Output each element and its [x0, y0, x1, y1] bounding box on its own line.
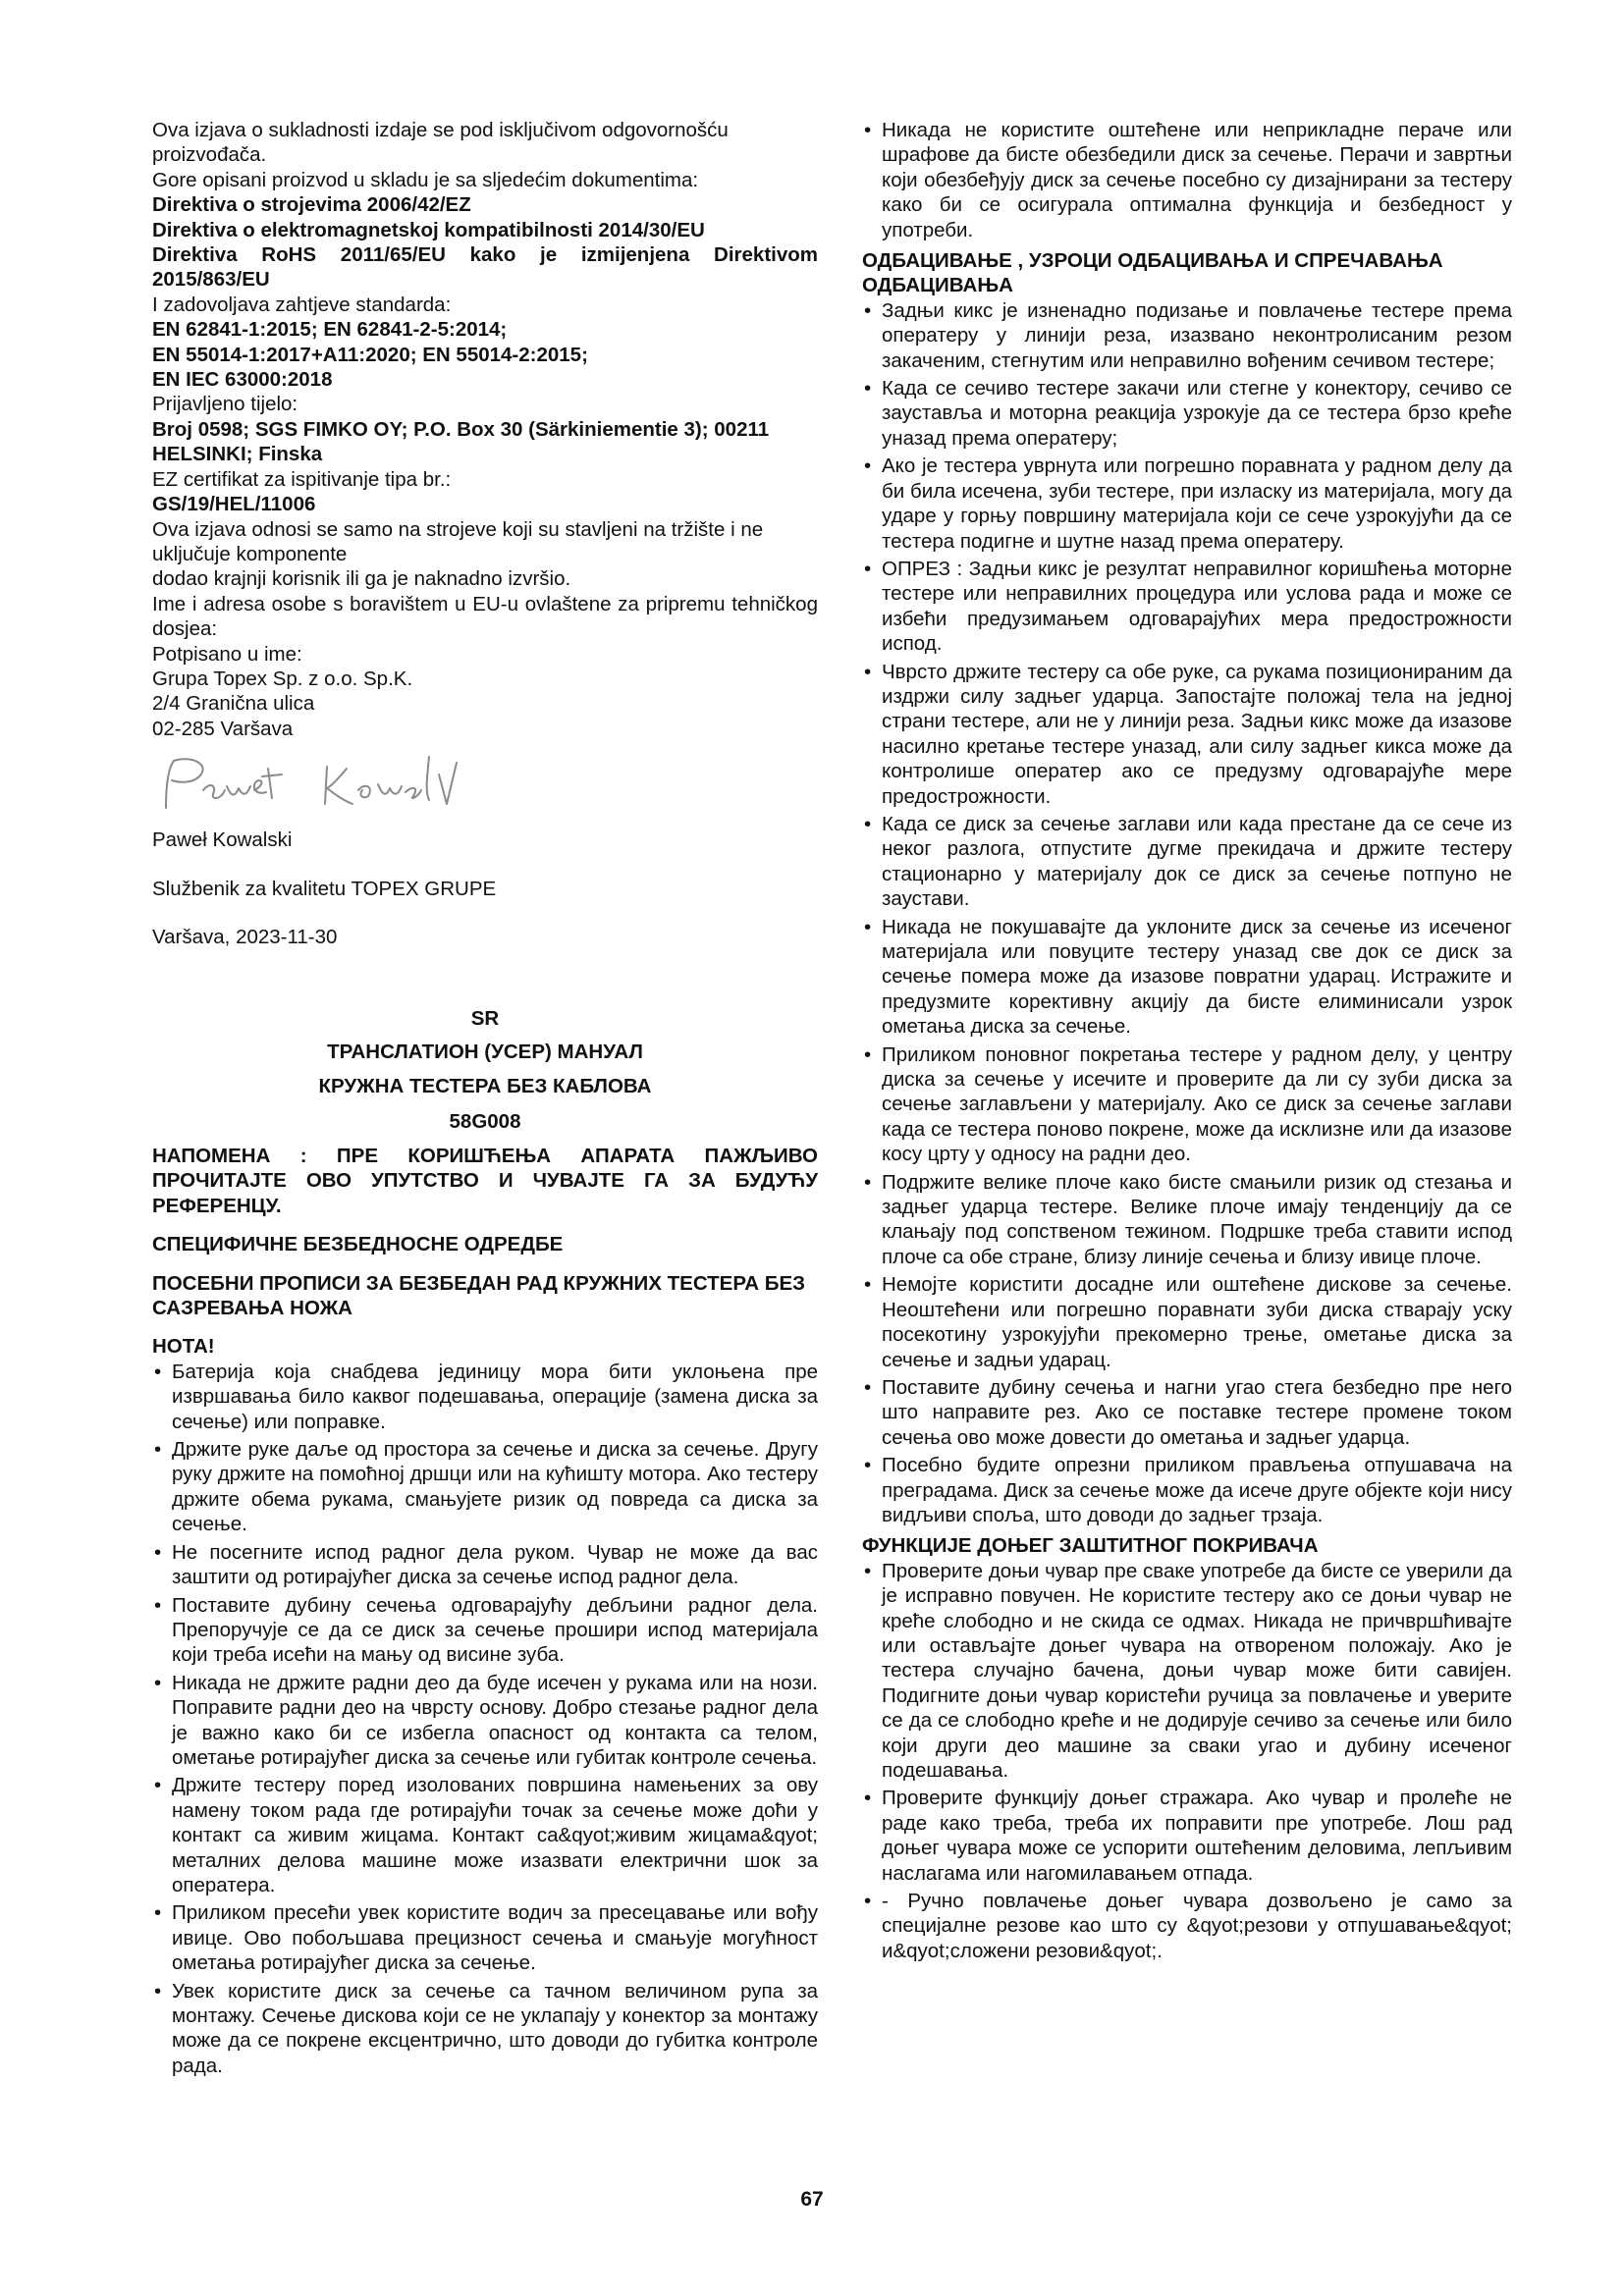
list-item: • Никада не користите оштећене или неприкладне пераче или шрафове да бисте обезбедили диск за сечење. Перачи и завртњи који обезбеђују диск за сечење посебно су дизајнирани за тестеру како би се осигурала оптимална функција и безбедност у употреби. [862, 118, 1512, 242]
list-item: • Поставите дубину сечења одговарајућу дебљини радног дела. Препоручује се да се диск за сечење прошири испод материјала који треба исећи на мању од висине зуба. [152, 1593, 818, 1668]
list-item: • Када се диск за сечење заглави или када престане да се сече из неког разлога, отпустите дугме прекидача и држите тестеру стационарно у материјалу док се диск за сечење потпуно не заустави. [862, 812, 1512, 912]
safety-list-left [152, 1360, 818, 2078]
left-column [152, 118, 818, 2081]
manual-title: ТРАНСЛАТИОН (УСЕР) МАНУАЛ [327, 1040, 643, 1063]
notified-body: Broj 0598; SGS FIMKO OY; P.O. Box 30 (Särkiniementie 3); 00211 HELSINKI; Finska [152, 417, 770, 466]
heading-special-rules: ПОСЕБНИ ПРОПИСИ ЗА БЕЗБЕДАН РАД КРУЖНИХ ТЕСТЕРА БЕЗ САЗРЕВАЊА НОЖА [152, 1271, 805, 1320]
list-item: • Када се сечиво тестере закачи или стегне у конектору, сечиво се зауставља и моторна реакција узрокује да се тестера брзо креће уназад према оператеру; [862, 376, 1512, 451]
declaration-line: Gore opisani proizvod u skladu je sa sljedećim dokumentima: [152, 168, 699, 191]
list-item: • Батерија која снабдева јединицу мора бити уклоњена пре извршавања било каквог подешавања, операције (замена диска за сечење) или поправке. [152, 1360, 818, 1434]
directive: Direktiva RoHS 2011/65/EU kako je izmijenjena Direktivom 2015/863/EU [152, 243, 818, 292]
cert-label: EZ certifikat za ispitivanje tipa br.: [152, 467, 452, 491]
standard: EN 55014-1:2017+A11:2020; EN 55014-2:2015; [152, 343, 588, 366]
standard: EN 62841-1:2015; EN 62841-2-5:2014; [152, 318, 508, 342]
list-item: • Никада не покушавајте да уклоните диск за сечење из исеченог материјала или повуците тестеру уназад све док се диск за сечење помера може да изазове повратни ударац. Истражите и предузмите корективну акцију да бисте елиминисали узрок ометања диска за сечење. [862, 915, 1512, 1040]
place-date: Varšava, 2023-11-30 [152, 925, 338, 948]
standards-intro: I zadovoljava zahtjeve standarda: [152, 293, 452, 316]
right-column [862, 118, 1512, 1966]
list-item: • Проверите доњи чувар пре сваке употребе да бисте се уверили да је исправно повучен. Не користите тестеру ако се доњи чувар не креће слободно и не скида се одмах. Никада не причвршћивајте или остављајте доњег чувара на отвореном положају. Ако је тестера случајно бачена, доњи чувар може бити савијен. Подигните доњи чувар користећи ручица за повлачење и уверите се да се слободно креће и не додирује сечиво за сечење или било који други део машине за сваки угао и дубину исеченог подешавања. [862, 1559, 1512, 1784]
page-number: 67 [800, 2188, 824, 2211]
lower-guard-list [862, 1559, 1512, 1964]
declaration-line: Ova izjava o sukladnosti izdaje se pod isključivom odgovornošću proizvođača. [152, 119, 729, 167]
list-item: • Немојте користити досадне или оштећене дискове за сечење. Неоштећени или погрешно поравнати зуби диска стварају уску посекотину узрокујући прекомерно трење, ометање диска за сечење и задњи ударац. [862, 1272, 1512, 1372]
list-item: • Подржите велике плоче како бисте смањили ризик од стезања и задњег ударца тестере. Велике плоче имају тенденцију да се клањају под сопственом тежином. Подршке треба ставити испод плоче са обе стране, близу линије сечења и близу ивице плоче. [862, 1170, 1512, 1270]
list-item: • Никада не држите радни део да буде исечен у рукама или на нози. Поправите радни део на чврсту основу. Добро стезање радног дела је важно како би се избегла опасност од контакта са телом, ометање ротирајућег диска за сечење или губитак контроле сечења. [152, 1671, 818, 1771]
person-text: Ime i adresa osobe s boravištem u EU-u ovlaštene za pripremu tehničkog dosjea: [152, 592, 818, 641]
heading-lower-guard: ФУНКЦИЈЕ ДОЊЕГ ЗАШТИТНОГ ПОКРИВАЧА [862, 1534, 1319, 1558]
signed-label: Potpisano u ime: [152, 642, 302, 666]
directive: Direktiva o elektromagnetskoj kompatibilnosti 2014/30/EU [152, 218, 705, 241]
directive: Direktiva o strojevima 2006/42/EZ [152, 193, 471, 217]
list-item: • Ако је тестера уврнута или погрешно поравната у радном делу да би била исечена, зуби тестере, при изласку из материјала, могу да ударе у горњу површину материјала који се сече узрокујући да се тестера подигне и шутне назад према оператеру. [862, 454, 1512, 554]
standard: EN IEC 63000:2018 [152, 368, 333, 392]
notice: НАПОМЕНА : ПРЕ КОРИШЋЕЊА АПАРАТА ПАЖЉИВО ПРОЧИТАЈТЕ ОВО УПУТСТВО И ЧУВАЈТЕ ГА ЗА БУДУЋУ РЕФЕРЕНЦУ. [152, 1145, 818, 1217]
list-item: • Не посегните испод радног дела руком. Чувар не може да вас заштити од ротирајућег диска за сечење испод радног дела. [152, 1540, 818, 1590]
model-number: 58G008 [449, 1109, 521, 1133]
scope-text: Ova izjava odnosi se samo na strojeve koji su stavljeni na tržište i ne uključuje komponente [152, 517, 764, 565]
list-item: • Увек користите диск за сечење са тачном величином рупа за монтажу. Сечење дискова који се не уклапају у конектор за монтажу може да се покрене ексцентрично, што доводи до губитка контроле рада. [152, 1979, 818, 2079]
nota-label: НОТА! [152, 1335, 215, 1359]
list-item: • Посебно будите опрезни приликом прављења отпушавача на преградама. Диск за сечење може да исече друге објекте који нису видљиви споља, што доводи до задњег трзаја. [862, 1453, 1512, 1527]
scope-text: dodao krajnji korisnik ili ga je naknadno izvršio. [152, 567, 571, 591]
list-item: • Чврсто држите тестеру са обе руке, са рукама позиционираним да издржи силу задњег ударца. Запостајте положај тела на једној страни тестере, али не у линији реза. Задњи кикс може да изазове насилно кретање тестере уназад, али силу задњег кикса може да контролише оператер ако се предузму одговарајуће мере предострожности. [862, 660, 1512, 809]
heading-kickback: ОДБАЦИВАЊЕ , УЗРОЦИ ОДБАЦИВАЊА И СПРЕЧАВАЊА ОДБАЦИВАЊА [862, 249, 1443, 297]
list-item: • Приликом пресећи увек користите водич за пресецавање или вођу ивице. Ово побољшава прецизност сечења и смањује могућност ометања ротирајућег диска за сечење. [152, 1900, 818, 1975]
heading-specific-safety: СПЕЦИФИЧНЕ БЕЗБЕДНОСНЕ ОДРЕДБЕ [152, 1233, 564, 1256]
cert-number: GS/19/HEL/11006 [152, 493, 316, 516]
signature-image [152, 747, 525, 824]
company-street: 2/4 Granična ulica [152, 692, 315, 716]
signature [152, 747, 818, 824]
list-item: • ОПРЕЗ : Задњи кикс је резултат неправилног коришћења моторне тестере или неправилних процедура или услова рада и може се избећи предузимањем одговарајућих мера предострожности испод. [862, 557, 1512, 657]
kickback-list [862, 298, 1512, 1528]
safety-list-right-top [862, 118, 1512, 242]
signer-role: Službenik za kvalitetu TOPEX GRUPE [152, 877, 497, 900]
language-code: SR [470, 1007, 500, 1031]
notified-label: Prijavljeno tijelo: [152, 393, 298, 416]
list-item: • Држите тестеру поред изолованих површина намењених за ову намену током рада где ротирајући точак за сечење може доћи у контакт са живим жицама. Контакт са&qyot;живим жицама&qyot; металних делова машине може изазвати електрични шок за оператера. [152, 1773, 818, 1897]
company-city: 02-285 Varšava [152, 717, 294, 740]
list-item: • Проверите функцију доњег стражара. Ако чувар и пролеће не раде како треба, треба их поправити пре употребе. Лош рад доњег чувара може се успорити оштећеним деловима, лепљивим наслагама или нагомилавањем отпада. [862, 1786, 1512, 1886]
product-title: КРУЖНА ТЕСТЕРА БЕЗ КАБЛОВА [318, 1075, 652, 1098]
list-item: • Задњи кикс је изненадно подизање и повлачење тестере према оператеру у линији реза, изазвано неконтролисаним резом закаченим, стегнутим или неправилно вођеним сечивом тестере; [862, 298, 1512, 373]
list-item: • Приликом поновног покретања тестере у радном делу, у центру диска за сечење у исечите и проверите да ли су зуби диска за сечење заглављени у материјалу. Ако се диск за сечење заглави када се тестера поново покрене, може да исклизне или да изазове косу црту у односу на радни део. [862, 1042, 1512, 1167]
list-item: • Држите руке даље од простора за сечење и диска за сечење. Другу руку држите на помоћној дршци или на кућишту мотора. Ако тестеру држите обема рукама, смањујете ризик од повреда са диска за сечење. [152, 1437, 818, 1537]
company-name: Grupa Topex Sp. z o.o. Sp.K. [152, 667, 413, 690]
list-item: • Поставите дубину сечења и нагни угао стега безбедно пре него што направите рез. Ако се поставке тестере промене током сечења ово може довести до ометања и задњег ударца. [862, 1375, 1512, 1450]
signer-name: Paweł Kowalski [152, 828, 293, 852]
list-item: • - Ручно повлачење доњег чувара дозвољено је само за специјалне резове као што су &qyot;резови у отпушавање&qyot; и&qyot;сложени резови&qyot;. [862, 1889, 1512, 1963]
